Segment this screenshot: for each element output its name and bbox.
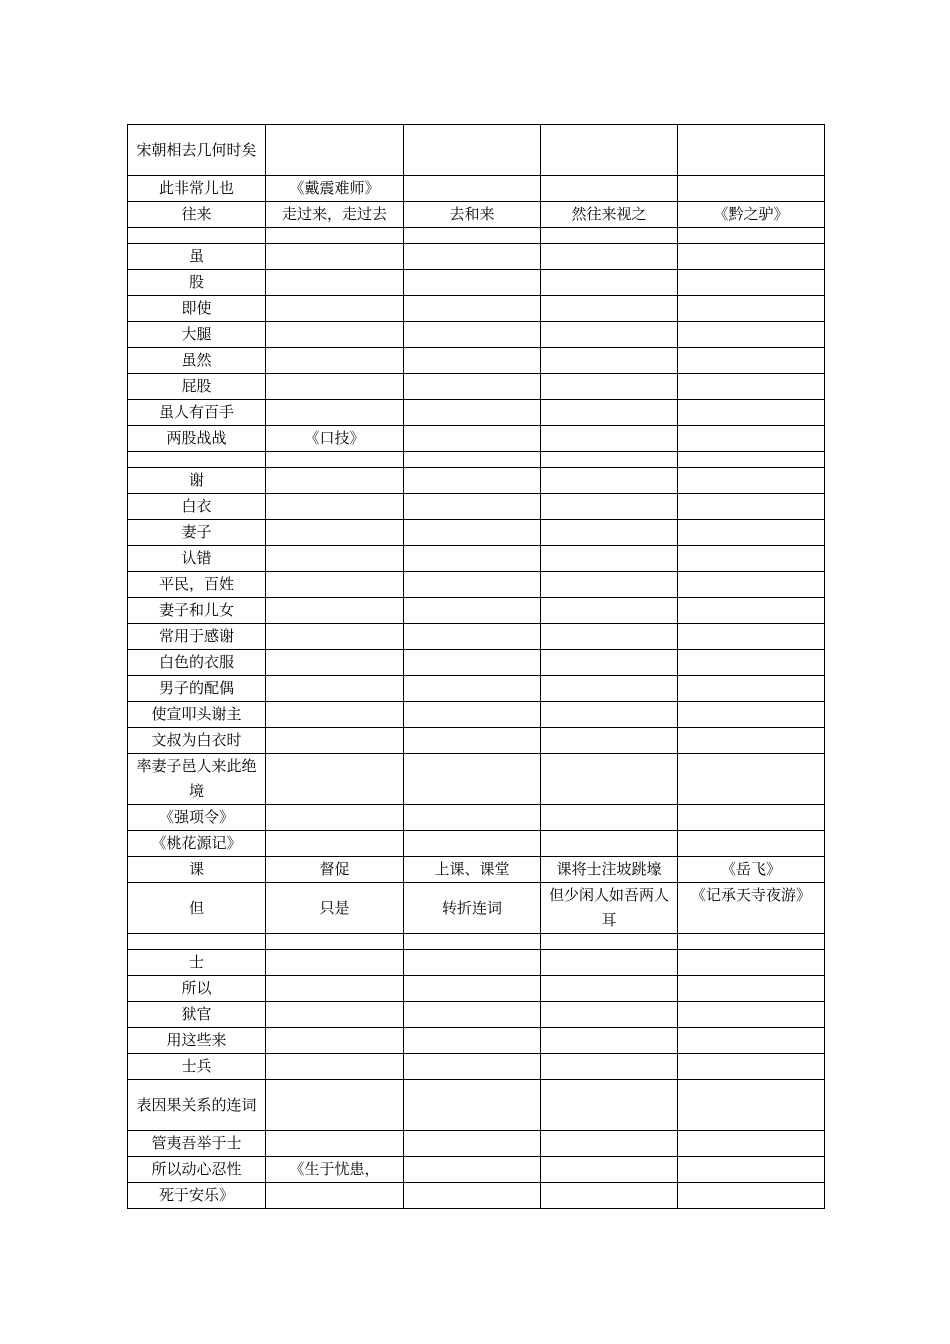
- table-cell-col-2: [266, 1028, 404, 1054]
- table-cell-col-5: 《岳飞》: [678, 857, 825, 883]
- table-cell-col-5: [678, 322, 825, 348]
- table-cell-col-2: [266, 702, 404, 728]
- table-cell-col-5: [678, 468, 825, 494]
- table-cell-col-5: [678, 831, 825, 857]
- table-cell-col-3: [404, 228, 541, 244]
- table-cell-col-4: [541, 831, 678, 857]
- table-cell-col-4: 但少闲人如吾两人耳: [541, 883, 678, 934]
- table-cell-col-3: [404, 976, 541, 1002]
- table-cell-col-2: [266, 520, 404, 546]
- table-cell-col-5: [678, 452, 825, 468]
- table-cell-col-1: [128, 934, 266, 950]
- table-cell-col-4: [541, 228, 678, 244]
- table-row: [128, 520, 825, 546]
- table-cell-col-3: [404, 468, 541, 494]
- table-row: [128, 270, 825, 296]
- table-cell-col-4: [541, 374, 678, 400]
- table-cell-col-2: [266, 572, 404, 598]
- table-cell-col-1: 男子的配偶: [128, 676, 266, 702]
- table-cell-col-1: 谢: [128, 468, 266, 494]
- table-cell-col-5: [678, 805, 825, 831]
- table-cell-col-2: 《口技》: [266, 426, 404, 452]
- table-cell-col-2: [266, 244, 404, 270]
- table-cell-col-1: 用这些来: [128, 1028, 266, 1054]
- table-cell-col-5: [678, 934, 825, 950]
- table-cell-col-3: [404, 934, 541, 950]
- table-cell-col-4: [541, 754, 678, 805]
- table-cell-col-3: [404, 831, 541, 857]
- table-cell-col-5: [678, 546, 825, 572]
- table-cell-col-5: [678, 125, 825, 176]
- table-cell-col-2: [266, 468, 404, 494]
- table-row: [128, 296, 825, 322]
- table-cell-col-5: [678, 244, 825, 270]
- table-cell-col-2: [266, 805, 404, 831]
- table-cell-col-3: [404, 1002, 541, 1028]
- table-cell-col-3: [404, 650, 541, 676]
- table-cell-col-2: [266, 598, 404, 624]
- table-cell-col-4: [541, 1131, 678, 1157]
- table-cell-col-2: [266, 546, 404, 572]
- table-cell-col-5: [678, 650, 825, 676]
- table-cell-col-4: [541, 976, 678, 1002]
- table-cell-col-5: [678, 1131, 825, 1157]
- table-cell-col-1: 平民，百姓: [128, 572, 266, 598]
- table-row: [128, 374, 825, 400]
- table-cell-col-2: [266, 1183, 404, 1209]
- table-cell-col-3: [404, 950, 541, 976]
- table-cell-col-1: 虽: [128, 244, 266, 270]
- table-row: [128, 125, 825, 176]
- table-cell-col-3: [404, 1028, 541, 1054]
- table-cell-col-5: [678, 950, 825, 976]
- table-cell-col-3: [404, 624, 541, 650]
- table-cell-col-2: 只是: [266, 883, 404, 934]
- table-cell-col-2: [266, 624, 404, 650]
- table-cell-col-5: [678, 624, 825, 650]
- table-row: [128, 831, 825, 857]
- table-cell-col-4: [541, 494, 678, 520]
- table-cell-col-2: [266, 1002, 404, 1028]
- table-cell-col-1: 《强项令》: [128, 805, 266, 831]
- table-cell-col-1: 大腿: [128, 322, 266, 348]
- table-cell-col-2: [266, 676, 404, 702]
- table-cell-col-4: [541, 1002, 678, 1028]
- table-row: [128, 1080, 825, 1131]
- table-cell-col-2: 《生于忧患，: [266, 1157, 404, 1183]
- table-row: [128, 883, 825, 934]
- table-cell-col-3: [404, 520, 541, 546]
- table-row: [128, 202, 825, 228]
- table-cell-col-5: [678, 400, 825, 426]
- table-cell-col-1: 即使: [128, 296, 266, 322]
- table-cell-col-1: 死于安乐》: [128, 1183, 266, 1209]
- table-cell-col-4: [541, 1183, 678, 1209]
- table-cell-col-2: [266, 1054, 404, 1080]
- table-row: [128, 546, 825, 572]
- table-row: [128, 1002, 825, 1028]
- table-cell-col-4: [541, 296, 678, 322]
- table-cell-col-4: [541, 934, 678, 950]
- table-cell-col-1: 虽然: [128, 348, 266, 374]
- table-cell-col-5: [678, 228, 825, 244]
- table-row: [128, 624, 825, 650]
- table-cell-col-4: [541, 572, 678, 598]
- table-cell-col-4: 然往来视之: [541, 202, 678, 228]
- table-cell-col-4: [541, 400, 678, 426]
- table-row: [128, 426, 825, 452]
- table-cell-col-5: [678, 520, 825, 546]
- table-cell-col-1: 《桃花源记》: [128, 831, 266, 857]
- table-cell-col-5: [678, 1080, 825, 1131]
- table-row: [128, 400, 825, 426]
- table-cell-col-2: [266, 976, 404, 1002]
- table-cell-col-2: [266, 296, 404, 322]
- table-row: [128, 322, 825, 348]
- table-row: [128, 728, 825, 754]
- spacer-row: [128, 452, 825, 468]
- table-cell-col-4: [541, 244, 678, 270]
- table-cell-col-1: 课: [128, 857, 266, 883]
- table-cell-col-1: 宋朝相去几何时矣: [128, 125, 266, 176]
- table-cell-col-4: [541, 270, 678, 296]
- table-cell-col-1: 股: [128, 270, 266, 296]
- table-cell-col-1: 率妻子邑人来此绝境: [128, 754, 266, 805]
- table-cell-col-3: [404, 805, 541, 831]
- table-cell-col-2: [266, 934, 404, 950]
- table-cell-col-3: [404, 400, 541, 426]
- table-cell-col-4: [541, 348, 678, 374]
- table-cell-col-3: [404, 546, 541, 572]
- table-cell-col-5: [678, 728, 825, 754]
- spacer-row: [128, 934, 825, 950]
- table-cell-col-3: [404, 426, 541, 452]
- table-cell-col-1: 往来: [128, 202, 266, 228]
- table-cell-col-1: 使宣叩头谢主: [128, 702, 266, 728]
- vocabulary-table: [127, 124, 825, 1209]
- table-row: [128, 176, 825, 202]
- table-cell-col-3: [404, 270, 541, 296]
- table-row: [128, 1028, 825, 1054]
- table-cell-col-4: [541, 805, 678, 831]
- table-cell-col-5: [678, 1054, 825, 1080]
- table-cell-col-3: [404, 374, 541, 400]
- table-cell-col-1: 常用于感谢: [128, 624, 266, 650]
- table-cell-col-3: [404, 572, 541, 598]
- table-cell-col-3: [404, 348, 541, 374]
- table-cell-col-2: [266, 374, 404, 400]
- table-cell-col-5: 《黔之驴》: [678, 202, 825, 228]
- table-row: [128, 244, 825, 270]
- table-cell-col-1: 屁股: [128, 374, 266, 400]
- table-row: [128, 494, 825, 520]
- table-cell-col-3: 去和来: [404, 202, 541, 228]
- table-cell-col-2: [266, 1131, 404, 1157]
- table-cell-col-3: [404, 598, 541, 624]
- table-cell-col-3: [404, 244, 541, 270]
- table-cell-col-2: 《戴震难师》: [266, 176, 404, 202]
- table-cell-col-5: [678, 1002, 825, 1028]
- table-cell-col-3: [404, 296, 541, 322]
- table-row: [128, 572, 825, 598]
- table-cell-col-3: [404, 322, 541, 348]
- table-cell-col-3: [404, 1080, 541, 1131]
- table-cell-col-4: [541, 702, 678, 728]
- table-row: [128, 976, 825, 1002]
- table-cell-col-2: [266, 125, 404, 176]
- table-cell-col-3: [404, 1131, 541, 1157]
- table-cell-col-4: [541, 125, 678, 176]
- table-cell-col-2: [266, 650, 404, 676]
- table-cell-col-5: [678, 1183, 825, 1209]
- table-row: [128, 1183, 825, 1209]
- table-cell-col-5: [678, 676, 825, 702]
- table-row: [128, 676, 825, 702]
- table-cell-col-1: 认错: [128, 546, 266, 572]
- table-cell-col-1: 文叔为白衣时: [128, 728, 266, 754]
- table-cell-col-3: [404, 1054, 541, 1080]
- table-cell-col-2: 走过来，走过去: [266, 202, 404, 228]
- table-cell-col-2: [266, 728, 404, 754]
- table-cell-col-1: 白衣: [128, 494, 266, 520]
- table-cell-col-4: [541, 468, 678, 494]
- table-cell-col-1: 所以动心忍性: [128, 1157, 266, 1183]
- table-cell-col-4: [541, 1028, 678, 1054]
- table-row: [128, 702, 825, 728]
- table-cell-col-4: [541, 546, 678, 572]
- table-row: [128, 650, 825, 676]
- table-cell-col-5: [678, 1028, 825, 1054]
- table-cell-col-2: [266, 452, 404, 468]
- table-cell-col-1: [128, 452, 266, 468]
- table-cell-col-2: 督促: [266, 857, 404, 883]
- table-cell-col-2: [266, 754, 404, 805]
- table-cell-col-4: [541, 598, 678, 624]
- table-cell-col-4: [541, 176, 678, 202]
- table-cell-col-3: [404, 494, 541, 520]
- table-cell-col-4: [541, 728, 678, 754]
- table-cell-col-2: [266, 348, 404, 374]
- table-cell-col-3: [404, 702, 541, 728]
- table-cell-col-1: 狱官: [128, 1002, 266, 1028]
- table-row: [128, 1157, 825, 1183]
- table-cell-col-3: [404, 1157, 541, 1183]
- table-cell-col-5: [678, 976, 825, 1002]
- table-row: [128, 468, 825, 494]
- table-cell-col-2: [266, 270, 404, 296]
- table-cell-col-3: 转折连词: [404, 883, 541, 934]
- table-cell-col-5: [678, 702, 825, 728]
- table-cell-col-3: [404, 754, 541, 805]
- table-cell-col-5: [678, 754, 825, 805]
- table-cell-col-4: [541, 1157, 678, 1183]
- table-cell-col-1: 妻子: [128, 520, 266, 546]
- table-cell-col-3: [404, 452, 541, 468]
- table-cell-col-2: [266, 228, 404, 244]
- table-cell-col-4: [541, 452, 678, 468]
- table-cell-col-4: [541, 650, 678, 676]
- table-cell-col-2: [266, 950, 404, 976]
- table-body: [128, 125, 825, 1209]
- table-row: [128, 1054, 825, 1080]
- table-cell-col-5: [678, 598, 825, 624]
- table-cell-col-4: [541, 1080, 678, 1131]
- table-cell-col-4: [541, 1054, 678, 1080]
- table-cell-col-1: 士: [128, 950, 266, 976]
- table-cell-col-3: [404, 1183, 541, 1209]
- table-cell-col-5: [678, 1157, 825, 1183]
- table-row: [128, 950, 825, 976]
- table-cell-col-1: [128, 228, 266, 244]
- table-cell-col-1: 此非常儿也: [128, 176, 266, 202]
- table-cell-col-1: 虽人有百手: [128, 400, 266, 426]
- table-row: [128, 754, 825, 805]
- table-row: [128, 857, 825, 883]
- table-cell-col-4: [541, 520, 678, 546]
- table-cell-col-1: 两股战战: [128, 426, 266, 452]
- spacer-row: [128, 228, 825, 244]
- table-cell-col-1: 管夷吾举于士: [128, 1131, 266, 1157]
- table-cell-col-4: 课将士注坡跳壕: [541, 857, 678, 883]
- table-cell-col-1: 白色的衣服: [128, 650, 266, 676]
- table-cell-col-3: [404, 728, 541, 754]
- table-cell-col-4: [541, 322, 678, 348]
- table-cell-col-5: [678, 426, 825, 452]
- table-cell-col-4: [541, 676, 678, 702]
- table-cell-col-1: 表因果关系的连词: [128, 1080, 266, 1131]
- table-row: [128, 348, 825, 374]
- table-cell-col-1: 士兵: [128, 1054, 266, 1080]
- table-cell-col-1: 所以: [128, 976, 266, 1002]
- table-cell-col-2: [266, 831, 404, 857]
- table-cell-col-1: 但: [128, 883, 266, 934]
- table-cell-col-3: 上课、课堂: [404, 857, 541, 883]
- table-cell-col-2: [266, 400, 404, 426]
- table-cell-col-3: [404, 676, 541, 702]
- table-cell-col-5: [678, 494, 825, 520]
- table-cell-col-2: [266, 494, 404, 520]
- table-cell-col-3: [404, 125, 541, 176]
- table-cell-col-4: [541, 624, 678, 650]
- table-cell-col-4: [541, 950, 678, 976]
- table-cell-col-5: [678, 348, 825, 374]
- table-cell-col-1: 妻子和儿女: [128, 598, 266, 624]
- table-row: [128, 805, 825, 831]
- table-cell-col-5: 《记承天寺夜游》: [678, 883, 825, 934]
- table-cell-col-5: [678, 572, 825, 598]
- table-row: [128, 598, 825, 624]
- table-cell-col-2: [266, 322, 404, 348]
- table-cell-col-5: [678, 296, 825, 322]
- table-cell-col-2: [266, 1080, 404, 1131]
- table-cell-col-3: [404, 176, 541, 202]
- table-row: [128, 1131, 825, 1157]
- table-cell-col-5: [678, 270, 825, 296]
- table-cell-col-5: [678, 374, 825, 400]
- table-cell-col-4: [541, 426, 678, 452]
- table-cell-col-5: [678, 176, 825, 202]
